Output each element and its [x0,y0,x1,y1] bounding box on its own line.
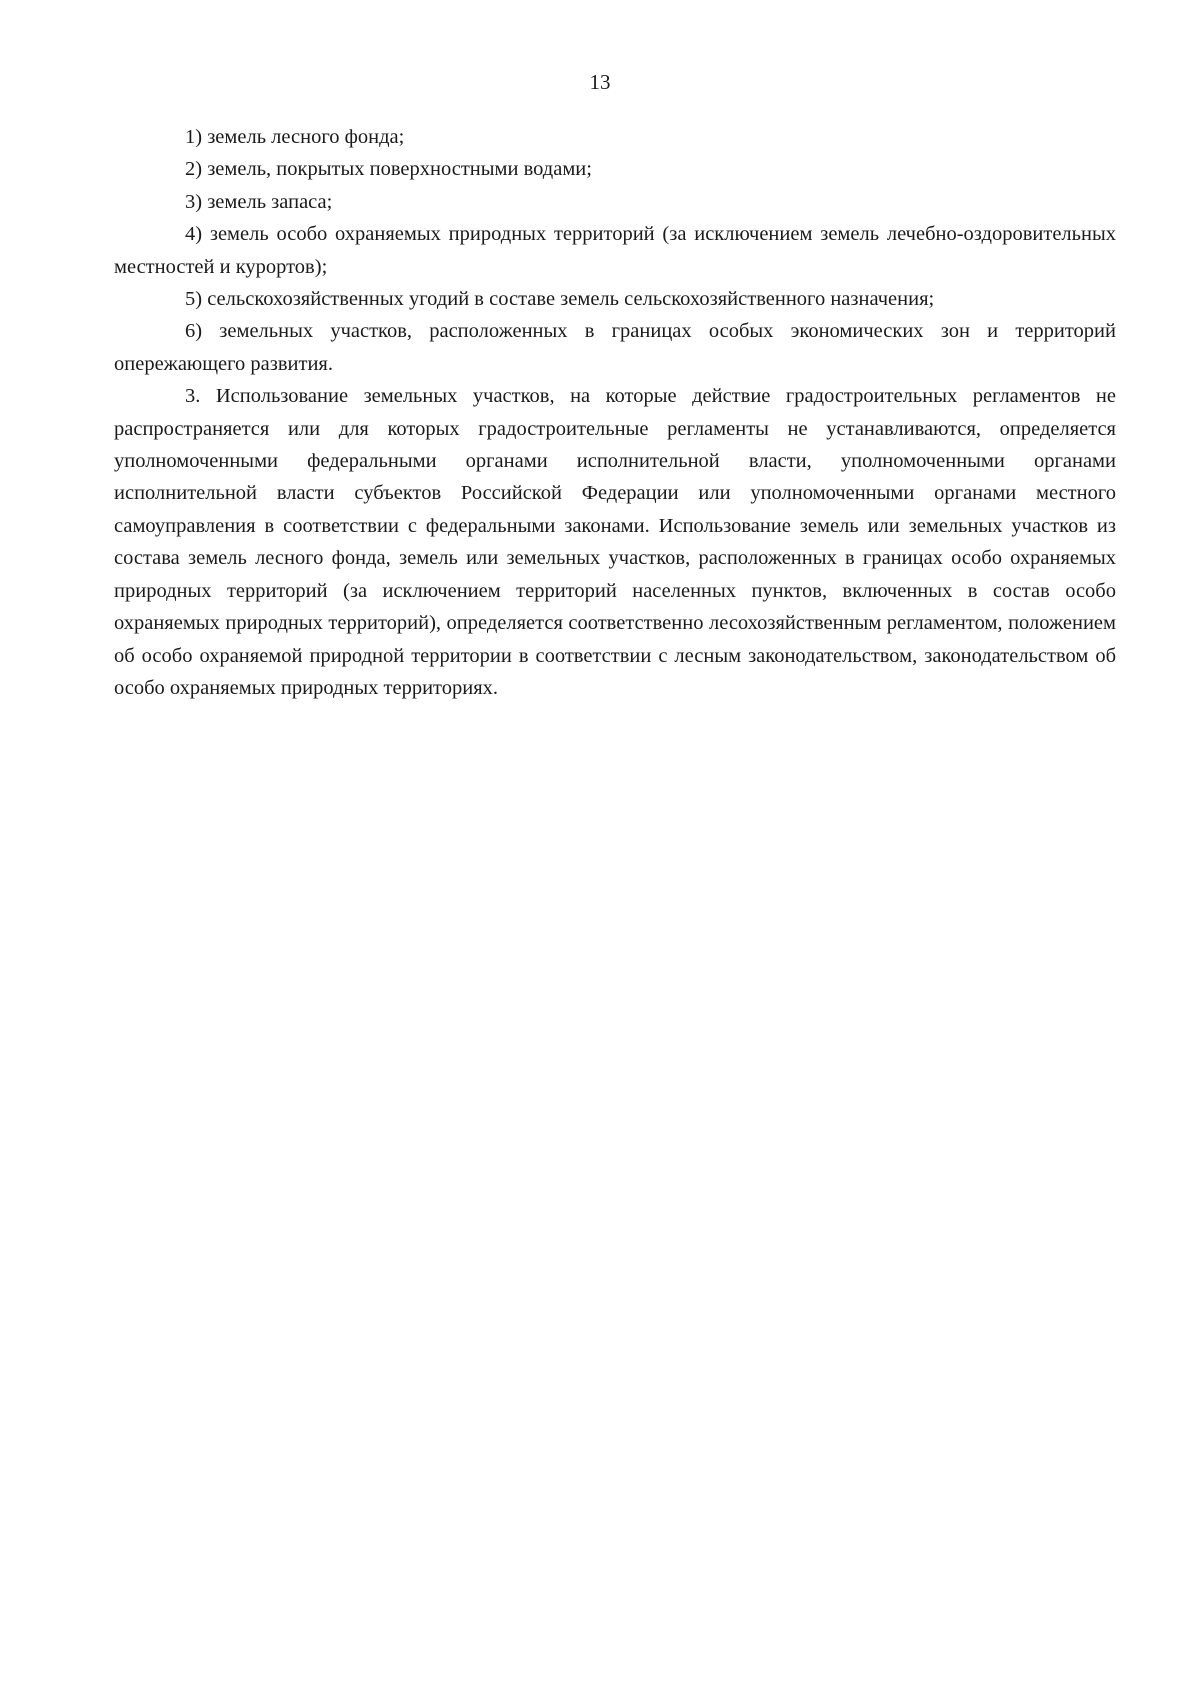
list-item-protected-natural-territories: 4) земель особо охраняемых природных территорий (за исключением земель лечебно-оздоровительных местностей и курортов); [114,223,1116,278]
page-number: 13 [589,70,611,94]
list-item-forest-fund-lands: 1) земель лесного фонда; [185,126,405,148]
list-item-surface-water-lands: 2) земель, покрытых поверхностными водами; [185,158,592,181]
document-body [114,121,1116,704]
list-item-reserve-lands: 3) земель запаса; [185,190,333,213]
list-item-special-economic-zones: 6) земельных участков, расположенных в границах особых экономических зон и территорий опережающего развития. [114,320,1116,375]
paragraph-section-3: 3. Использование земельных участков, на которые действие градостроительных регламентов не распространяется или для которых градостроительные регламенты не устанавливаются, определяется уполномоченными федеральными органами исполнительной власти, уполномоченными органами исполнительной власти субъектов Российской Федерации или уполномоченными органами местного самоуправления в соответствии с федеральными законами. Использование земель или земельных участков из состава земель лесного фонда, земель или земельных участков, расположенных в границах особо охраняемых природных территорий (за исключением территорий населенных пунктов, включенных в состав особо охраняемых природных территорий), определяется соответственно лесохозяйственным регламентом, положением об особо охраняемой природной территории в соответствии с лесным законодательством, законодательством об особо охраняемых природных территориях. [114,385,1116,699]
list-item-agricultural-lands: 5) сельскохозяйственных угодий в составе земель сельскохозяйственного назначения; [185,288,935,311]
